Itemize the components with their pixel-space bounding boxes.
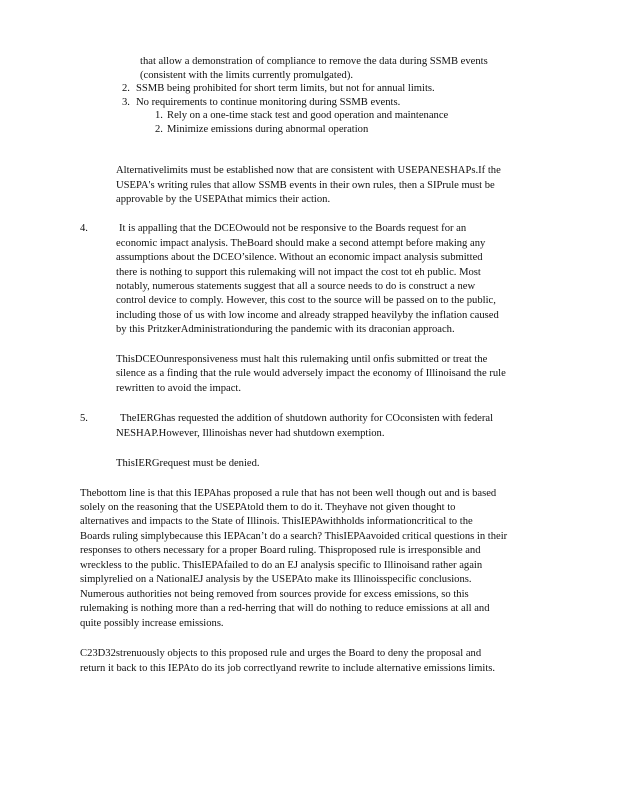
sublist-item: Minimize emissions during abnormal operation: [167, 124, 369, 135]
bottom-para-line: simplyrelied on a NationalEJ analysis by the USEPAto make its Illinoisspecific conclusions.: [80, 574, 472, 585]
item-4-line: It is appalling that the DCEOwould not be responsive to the Boards request for an: [119, 223, 467, 234]
item-4-follow-line: rewritten to avoid the impact.: [116, 383, 242, 394]
item-5-number: 5.: [80, 413, 88, 424]
item-4-number: 4.: [80, 223, 88, 234]
intro-line: that allow a demonstration of compliance to remove the data during SSMB events: [140, 56, 488, 67]
list-item: SSMB being prohibited for short term limits, but not for annual limits.: [136, 83, 435, 94]
item-4-line: notably, numerous statements suggest that all a source needs to do is construct a new: [116, 281, 476, 292]
alt-para-line: approvable by the USEPAthat mimics their action.: [116, 194, 331, 205]
sublist-item: Rely on a one-time stack test and good operation and maintenance: [167, 110, 449, 121]
sublist-number: 2.: [155, 124, 163, 135]
bottom-para-line: Boards ruling simplybecause this IEPAcan’t do a search? ThisIEPAavoided critical questions in their: [80, 531, 508, 542]
bottom-para-line: rulemaking is nothing more than a red-herring that will do nothing to reduce emissions at all and: [80, 603, 490, 614]
alt-para-line: USEPA's writing rules that allow SSMB events in their own rules, then a SIPrule must be: [116, 180, 495, 191]
item-5-follow-line: ThisIERGrequest must be denied.: [116, 458, 260, 469]
bottom-para-line: quite possibly increase emissions.: [80, 618, 224, 629]
item-4-line: assumptions about the DCEO’silence. Without an economic impact analysis submitted: [116, 252, 483, 263]
bottom-para-line: alternatives and impacts to the State of Illinois. ThisIEPAwithholds informationcritical to the: [80, 516, 473, 527]
list-item: No requirements to continue monitoring during SSMB events.: [136, 97, 401, 108]
item-4-line: economic impact analysis. TheBoard should make a second attempt before making any: [116, 238, 486, 249]
closing-para-line: return it back to this IEPAto do its job correctlyand rewrite to include alternative emissions limits.: [80, 663, 496, 674]
bottom-para-line: Thebottom line is that this IEPAhas proposed a rule that has not been well though out and is based: [80, 488, 497, 499]
item-4-line: including those of us with low income and already strapped heavilyby the inflation caused: [116, 310, 499, 321]
item-4-line: there is nothing to support this rulemaking will not impact the cost tot eh public. Most: [116, 267, 481, 278]
bottom-para-line: Numerous authorities not being removed from sources provide for excess emissions, so this: [80, 589, 469, 600]
item-4-line: control device to comply. However, this cost to the source will be passed on to the public,: [116, 295, 496, 306]
bottom-para-line: wreckless to the public. ThisIEPAfailed to do an EJ analysis specific to Illinoisand rather again: [80, 560, 483, 571]
item-4-follow-line: ThisDCEOunresponsiveness must halt this rulemaking until onfis submitted or treat the: [116, 354, 488, 365]
item-4-follow-line: silence as a finding that the rule would adversely impact the economy of Illinoisand the rule: [116, 368, 506, 379]
item-5-line: TheIERGhas requested the addition of shutdown authority for COconsisten with federal: [120, 413, 494, 424]
alt-para-line: Alternativelimits must be established now that are consistent with USEPANESHAPs.If the: [116, 165, 501, 176]
closing-para-line: C23D32strenuously objects to this proposed rule and urges the Board to deny the proposal and: [80, 648, 482, 659]
list-number: 2.: [122, 83, 130, 94]
sublist-number: 1.: [155, 110, 163, 121]
list-number: 3.: [122, 97, 130, 108]
intro-line: (consistent with the limits currently promulgated).: [140, 70, 354, 81]
bottom-para-line: responses to others necessary for a proper Board ruling. Thisproposed rule is irresponsible and: [80, 545, 481, 556]
bottom-para-line: solely on the reasoning that the USEPAtold them to do it. Theyhave not given thought to: [80, 502, 456, 513]
item-5-line: NESHAP.However, Illinoishas never had shutdown exemption.: [116, 428, 385, 439]
item-4-line: by this PritzkerAdministrationduring the pandemic with its draconian approach.: [116, 324, 455, 335]
